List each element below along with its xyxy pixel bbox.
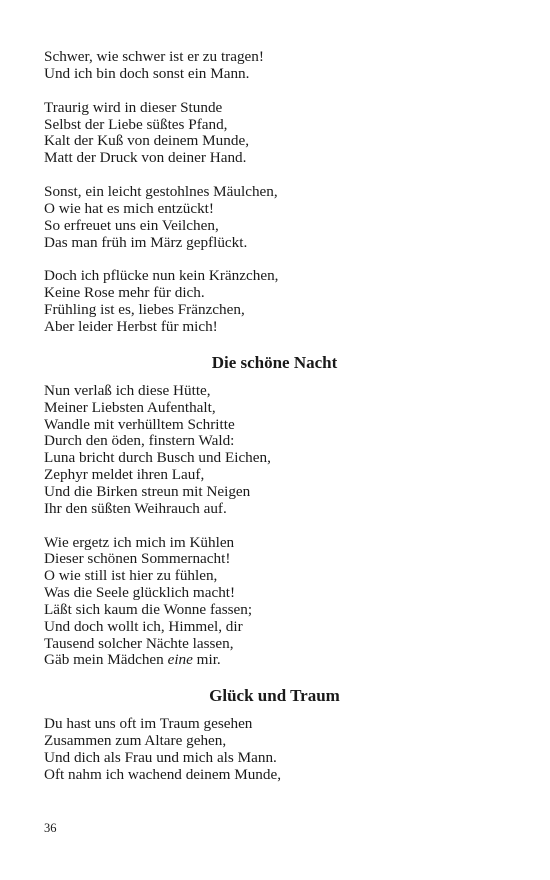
stanza bbox=[44, 383, 514, 518]
stanza bbox=[44, 184, 514, 251]
verse-line: Luna bricht durch Busch und Eichen, bbox=[44, 449, 271, 467]
verse-line: Und dich als Frau und mich als Mann. bbox=[44, 749, 277, 766]
stanza bbox=[44, 716, 514, 783]
verse-line: Traurig wird in dieser Stunde bbox=[44, 98, 223, 116]
verse-line: Das man früh im März gepflückt. bbox=[44, 233, 248, 251]
emphasized-word: eine bbox=[167, 651, 193, 669]
verse-line: Frühling ist es, liebes Fränzchen, bbox=[44, 301, 245, 319]
stanza bbox=[44, 535, 514, 670]
verse-line: Und doch wollt ich, Himmel, dir bbox=[44, 617, 243, 635]
verse-line: Dieser schönen Sommernacht! bbox=[44, 550, 231, 568]
verse-line: Wie ergetz ich mich im Kühlen bbox=[44, 533, 235, 551]
stanza bbox=[44, 49, 514, 83]
verse-line: Aber leider Herbst für mich! bbox=[44, 317, 218, 335]
verse-line: Nun verlaß ich diese Hütte, bbox=[44, 381, 211, 399]
poem-title: Die schöne Nacht bbox=[211, 352, 338, 372]
stanza bbox=[44, 268, 514, 335]
verse-text: Gäb mein Mädchen bbox=[44, 651, 168, 669]
verse-line: Wandle mit verhülltem Schritte bbox=[44, 415, 235, 433]
verse-line: Ihr den süßten Weihrauch auf. bbox=[44, 499, 227, 517]
verse-text: mir. bbox=[192, 651, 221, 669]
verse-line: Selbst der Liebe süßtes Pfand, bbox=[44, 115, 228, 133]
page-number: 36 bbox=[44, 821, 57, 835]
verse-line: Kalt der Kuß von deinem Munde, bbox=[44, 132, 249, 150]
verse-line: Oft nahm ich wachend deinem Munde, bbox=[44, 765, 282, 783]
verse-line: Und die Birken streun mit Neigen bbox=[44, 482, 251, 500]
verse-line: Zusammen zum Altare gehen, bbox=[44, 732, 227, 750]
text-column bbox=[44, 49, 514, 801]
verse-line: Und ich bin doch sonst ein Mann. bbox=[44, 64, 250, 82]
verse-line: Schwer, wie schwer ist er zu tragen! bbox=[44, 48, 264, 65]
stanza bbox=[44, 100, 514, 167]
verse-line: So erfreuet uns ein Veilchen, bbox=[44, 216, 219, 234]
verse-line: Zephyr meldet ihren Lauf, bbox=[44, 466, 205, 484]
verse-line: Du hast uns oft im Traum gesehen bbox=[44, 715, 253, 733]
verse-line: O wie hat es mich entzückt! bbox=[44, 199, 214, 217]
verse-line: Matt der Druck von deiner Hand. bbox=[44, 149, 247, 167]
verse-line: Was die Seele glücklich macht! bbox=[44, 584, 236, 602]
verse-line bbox=[44, 652, 514, 669]
verse-line: Meiner Liebsten Aufenthalt, bbox=[44, 398, 216, 416]
verse-line: Läßt sich kaum die Wonne fassen; bbox=[44, 600, 253, 618]
verse-line: Durch den öden, finstern Wald: bbox=[44, 432, 235, 450]
verse-line: Keine Rose mehr für dich. bbox=[44, 284, 205, 302]
verse-line: Tausend solcher Nächte lassen, bbox=[44, 634, 234, 652]
verse-line: Sonst, ein leicht gestohlnes Mäulchen, bbox=[44, 183, 278, 201]
verse-line: Doch ich pflücke nun kein Kränzchen, bbox=[44, 267, 279, 285]
verse-line: O wie still ist hier zu fühlen, bbox=[44, 567, 218, 585]
poem-title: Glück und Traum bbox=[209, 686, 340, 706]
